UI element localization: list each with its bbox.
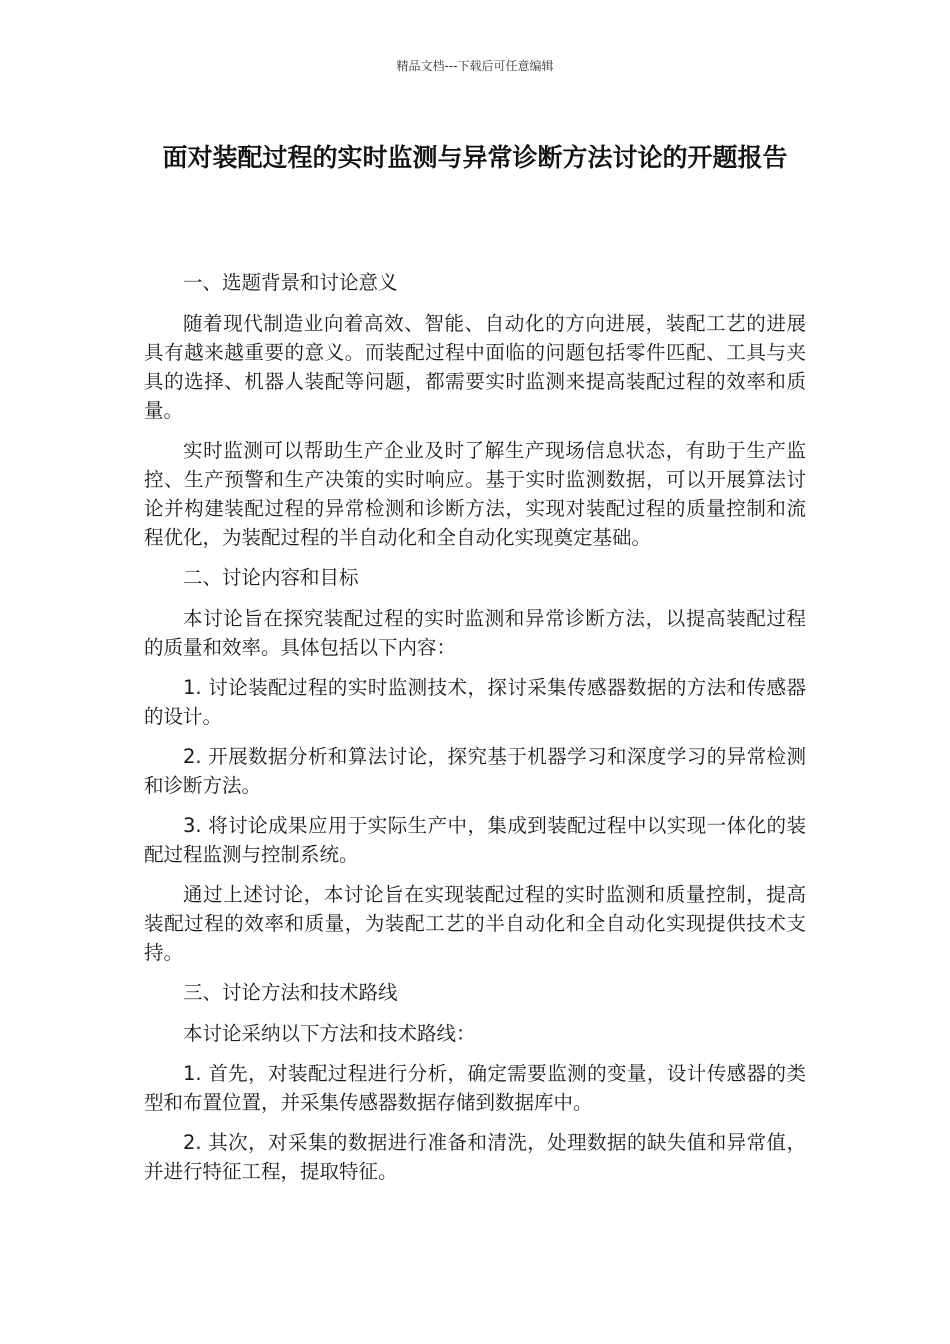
paragraph: 本讨论采纳以下方法和技术路线：	[183, 1022, 476, 1045]
paragraph: 实时监测可以帮助生产企业及时了解生产现场信息状态，有助于生产监控、生产预警和生产决策的实时响应。基于实时监测数据，可以开展算法讨论并构建装配过程的异常检测和诊断方法，实现对装配过程的质量控制和流程优化，为装配过程的半自动化和全自动化实现奠定基础。	[144, 439, 806, 549]
paragraph: 通过上述讨论，本讨论旨在实现装配过程的实时监测和质量控制，提高装配过程的效率和质量，为装配工艺的半自动化和全自动化实现提供技术支持。	[144, 883, 806, 964]
section-heading-2: 二、讨论内容和目标	[183, 566, 359, 589]
section-heading-1: 一、选题背景和讨论意义	[183, 271, 398, 294]
list-item: 2. 开展数据分析和算法讨论，探究基于机器学习和深度学习的异常检测和诊断方法。	[144, 745, 806, 797]
paragraph: 本讨论旨在探究装配过程的实时监测和异常诊断方法，以提高装配过程的质量和效率。具体包括以下内容：	[144, 607, 806, 659]
list-item: 1. 讨论装配过程的实时监测技术，探讨采集传感器数据的方法和传感器的设计。	[144, 676, 806, 728]
header-note: 精品文档---下载后可任意编辑	[396, 59, 554, 73]
document-body	[144, 268, 806, 1197]
paragraph: 随着现代制造业向着高效、智能、自动化的方向进展，装配工艺的进展具有越来越重要的意义。而装配过程中面临的问题包括零件匹配、工具与夹具的选择、机器人装配等问题，都需要实时监测来提高装配过程的效率和质量。	[144, 312, 806, 422]
list-item: 1. 首先，对装配过程进行分析，确定需要监测的变量，设计传感器的类型和布置位置，并采集传感器数据存储到数据库中。	[144, 1062, 806, 1114]
list-item: 2. 其次，对采集的数据进行准备和清洗，处理数据的缺失值和异常值，并进行特征工程，提取特征。	[144, 1131, 806, 1183]
section-heading-3: 三、讨论方法和技术路线	[183, 981, 398, 1004]
list-item: 3. 将讨论成果应用于实际生产中，集成到装配过程中以实现一体化的装配过程监测与控制系统。	[144, 814, 806, 866]
document-title: 面对装配过程的实时监测与异常诊断方法讨论的开题报告	[162, 143, 788, 172]
